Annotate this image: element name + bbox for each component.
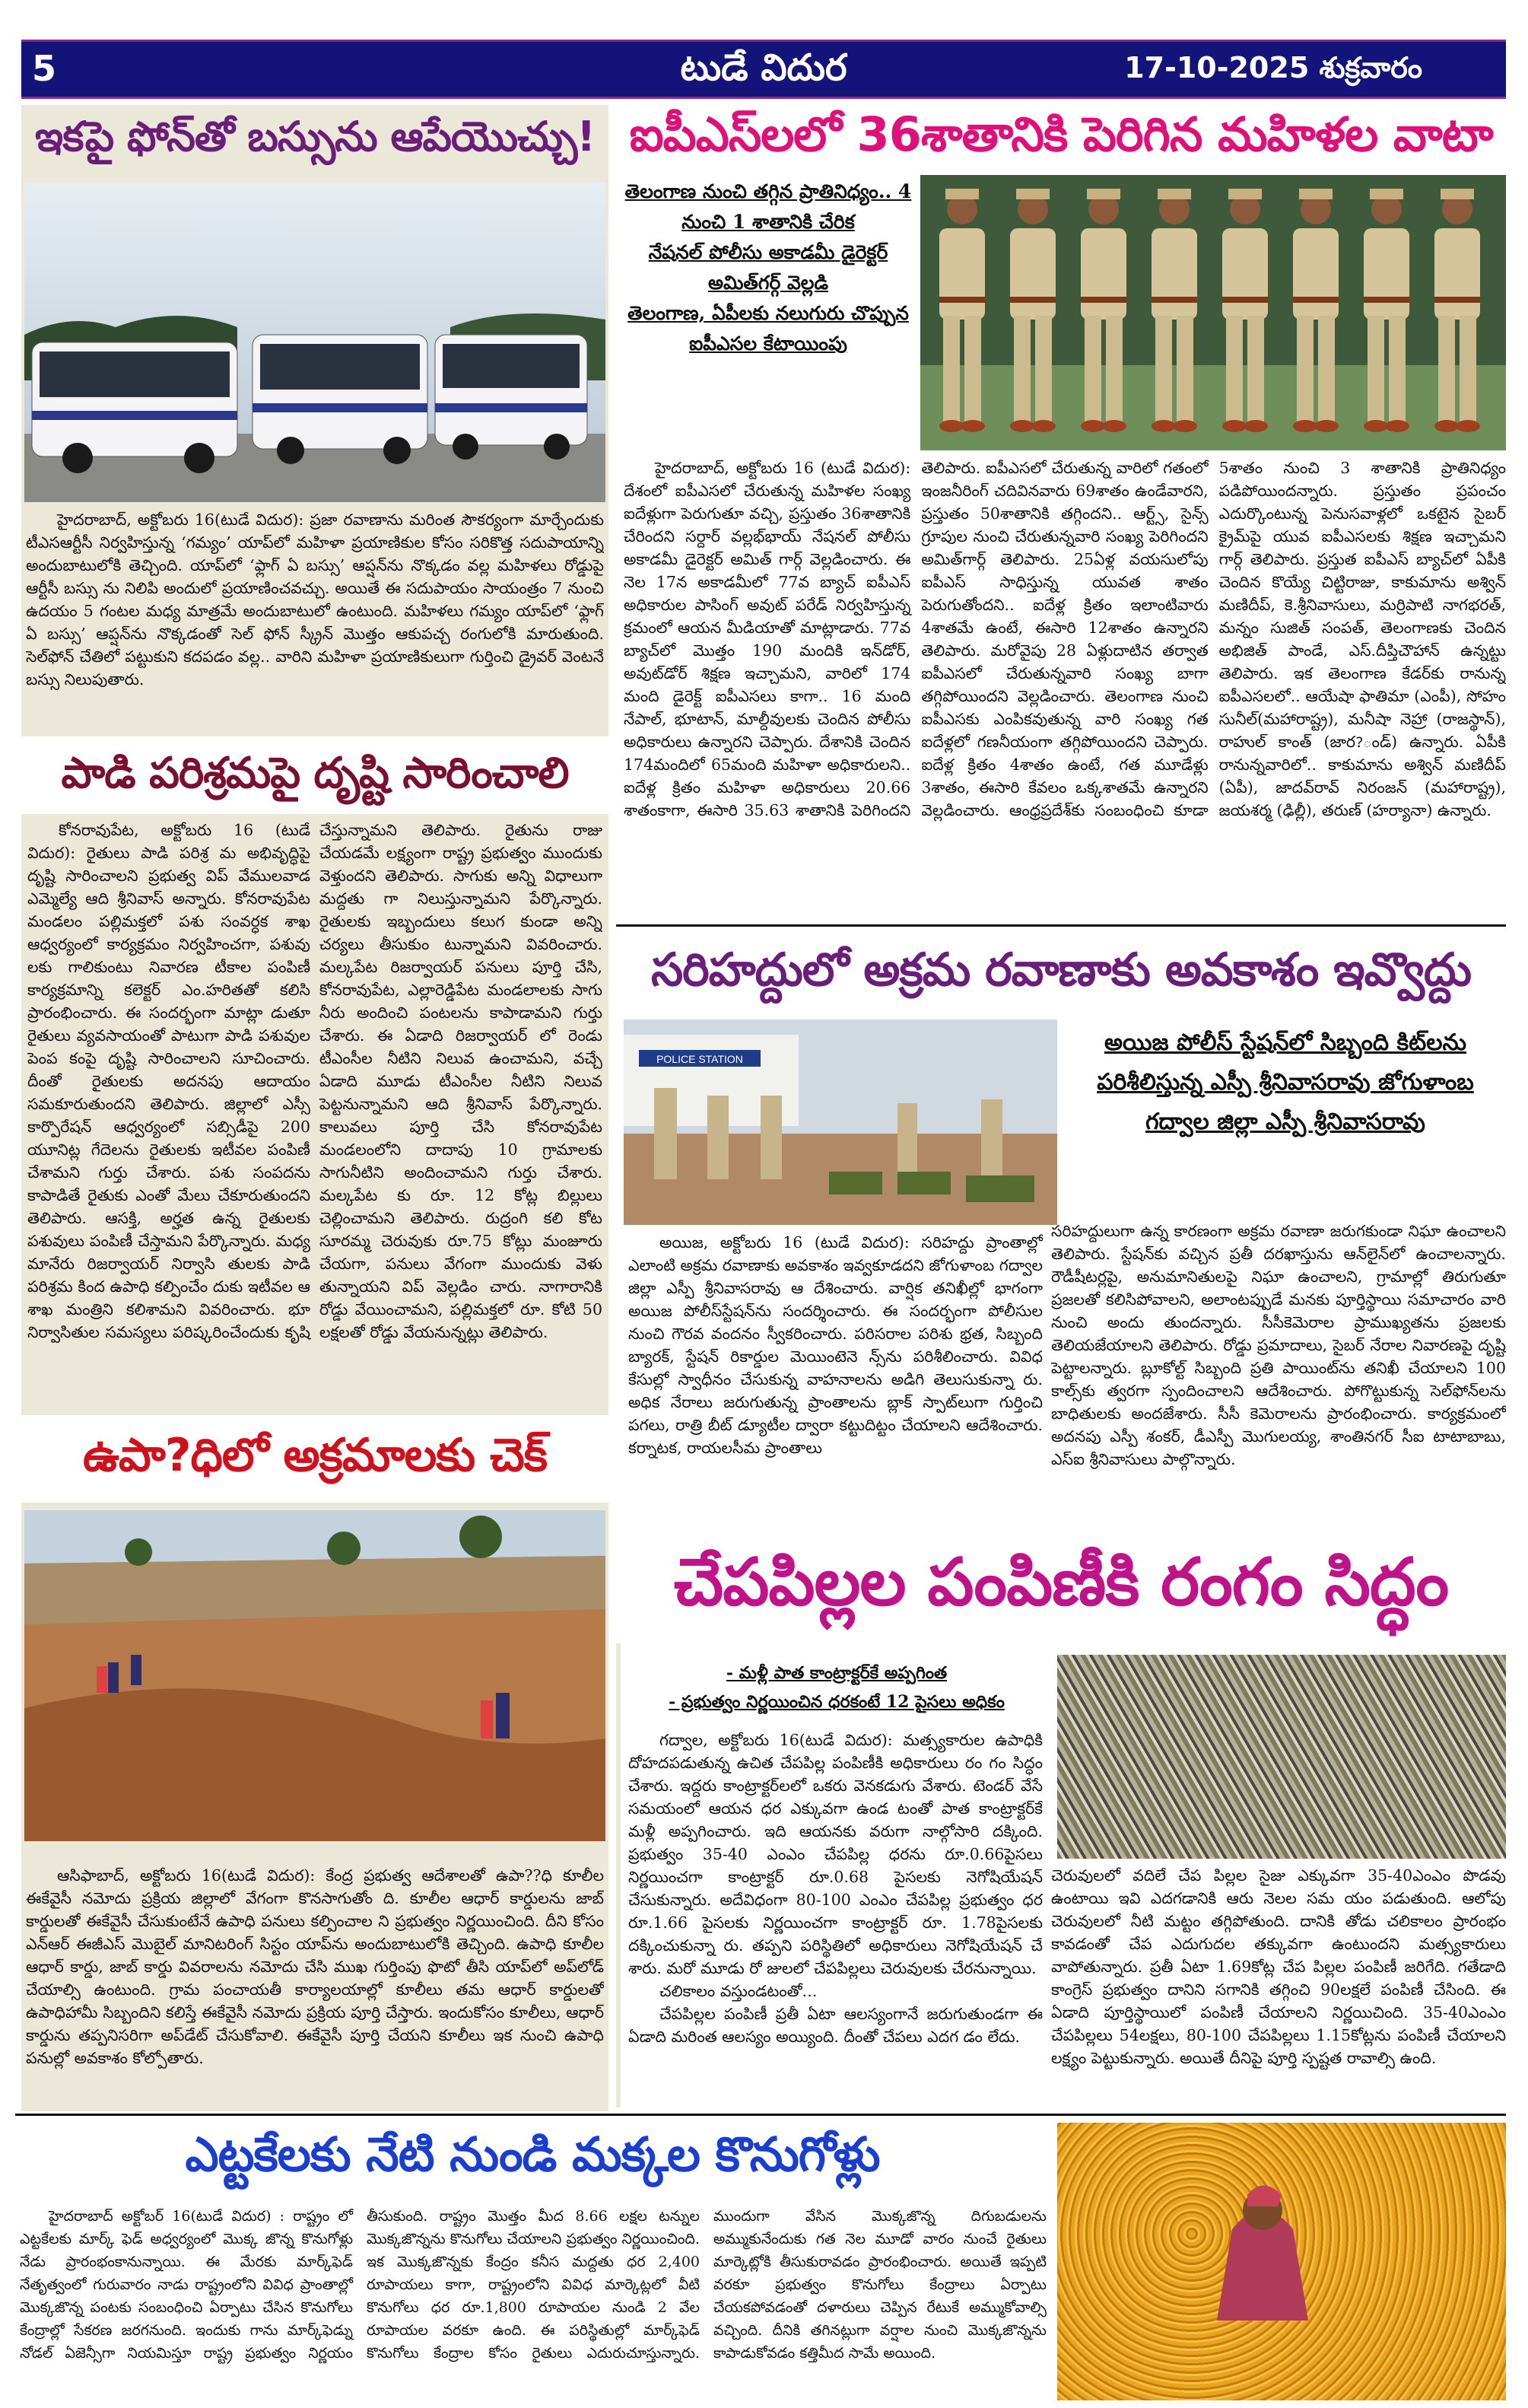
fish-seedlings-photo [1057, 1655, 1506, 1859]
ips-officers-photo [920, 175, 1506, 450]
border-headline: సరిహద్దులో అక్రమ రవాణాకు అవకాశం ఇవ్వొద్దు [650, 943, 1472, 997]
ips-subhead: తెలంగాణ, ఏపీలకు నలుగురు చొప్పున ఐపీఎస‌ల కేటాయింపు [627, 302, 909, 355]
maize-photo [1057, 2123, 1506, 2400]
fish-article-body-right: చెరువులలో వదిలే చేప పిల్లల సైజు ఎక్కువగా 35-40ఎంఎం పొడవు ఉంటాయి ఇవి ఎదగడానికి ఆరు నెలల సమ యం పడుతుంది. ఆలోపు చెరువులలో నీటి మట్టం తగ్గిపోతుంది. దానికి తోడు చలికాలం ప్రారంభం కావడంతో చేప ఎదుగుదల తక్కువగా ఉంటుందని మత్స్యకారులు వాపోతున్నారు. ప్రతీ ఏటా 1.69కోట్ల చేప పిల్లల పంపిణీ జరిగేది. గతేడాది కాంగ్రెస్ ప్రభుత్వం దానిని సగానికి తగ్గించి 90లక్షలే పంపిణీ చేసింది. ఈ ఏడాది పూర్తిస్థాయిలో పంపిణీ చేయాలని నిర్ణయిచింది. 35-40ఎంఎం చేపపిల్లలు 54లక్షలు, 80-100 చేపపిల్లలు 1.15కోట్లను పంపిణీ చేయాలని లక్ష్యం పెట్టుకున్నారు. అయితే దీనిపై పూర్తి స్పష్టత రావాల్సి ఉంది. [1051, 1866, 1506, 2067]
bus-photo [24, 183, 605, 502]
ips-subhead: నేషనల్ పోలీసు అకాడమీ డైరెక్టర్ అమిత్‌గర్గ్ వెల్లడి [648, 241, 888, 294]
police-station-photo [624, 1020, 1057, 1225]
border-photo-caption: అయిజ పోలీస్ స్టేషన్‌లో సిబ్బంది కిట్‌లను పరిశీలిస్తున్న ఎస్పీ శ్రీనివాసరావు జోగుళాంబ గద్వాల జిల్లా ఎస్పీ శ్రీనివాసరావు [1097, 1029, 1474, 1135]
issue-date: 17-10-2025 శుక్రవారం [1124, 51, 1422, 84]
page-number: 5 [32, 48, 57, 89]
police-station-sign: POLICE STATION [656, 1053, 743, 1065]
divider [616, 924, 1506, 927]
ips-subheads [624, 177, 913, 450]
bus-headline: ఇకపై ఫోన్‌తో బస్సును ఆపేయొచ్చు! [35, 113, 595, 161]
fish-article-body-left: గద్వాల, అక్టోబరు 16(టుడే విదుర): మత్స్యకారుల ఉపాధికి దోహదపడుతున్న ఉచిత చేపపిల్ల పంపిణీకి అధికారులు రం గం సిద్ధం చేశారు. ఇద్దరు కాంట్రాక్టర్‌లలో ఒకరు వెనకడుగు వేశారు. టెండర్ వేసే సమయంలో ఆయన ధర ఎక్కువగా ఉండ టంతో పాత కాంట్రాక్టర్‌కే మళ్లీ అప్పగించారు. ఇది ఆయనకు వరుగా నాల్గోసారి దక్కింది. ప్రభుత్వం 35-40 ఎంఎం చేపపిల్ల ధరను రూ.0.66పైసలు నిర్ణయించగా కాంట్రాక్టర్ రూ.0.68 పైసలకు నెగోషియేషన్ చేసుకున్నారు. అదేవిధంగా 80-100 ఎంఎం చేపపిల్ల ప్రభుత్వం ధర రూ.1.66 పైసలకు నిర్ణయించగా కాంట్రాక్టర్ రూ. 1.78పైసలకు దక్కించుకున్నా రు. తప్పని పరిస్థితిలో అధికారులు నెగోషియేషన్ చే శారు. మరో మూడు రో జులలో చేపపిల్లలు చెరువులకు చేరనున్నాయి. చలికాలం వస్తుండటంతో... చేపపిల్లల పంపిణీ ప్రతీ ఏటా ఆలస్యంగానే జరుగుతుండగా ఈ ఏడాది మరింత ఆలస్యం అయ్యింది. దీంతో చేపలు ఎదగ డం లేదు. [628, 1731, 1043, 2046]
ips-subhead: తెలంగాణ నుంచి తగ్గిన ప్రాతినిధ్యం.. 4 నుంచి 1 శాతానికి చేరిక [624, 180, 912, 233]
fish-subhead: - మళ్లీ పాత కాంట్రాక్టర్‌కే అప్పగింత [726, 1663, 948, 1683]
ips-headline: ఐపీఎస్‌లలో 36శాతానికి పెరిగిన మహిళల వాటా [629, 107, 1493, 162]
fish-headline: చేపపిల్లల పంపిణీకి రంగం సిద్ధం [673, 1544, 1449, 1621]
dairy-article-body: కోనరావుపేట, అక్టోబరు 16 (టుడే విదుర): రైతులు పాడి పరిశ్ర మ అభివృద్ధిపై దృష్టి సారించాలని ప్రభుత్వ విప్ వేములవాడ ఎమ్మెల్యే ఆది శ్రీనివాస్ అన్నారు. కోనరావుపేట మండలం పల్లిమక్తలో పశు సంవర్ధక శాఖ ఆధ్వర్యంలో కార్యక్రమం నిర్వహించగా, పశువు లకు గాలికుంటు నివారణ టీకాల పంపిణీ కార్యక్రమాన్ని కలెక్టర్ ఎం.హరితతో కలిసి ప్రారంభించారు. ఈ సందర్భంగా మాట్లా డుతూ రైతులు వ్యవసాయంతో పాటుగా పాడి పశువుల పెంప కంపై దృష్టి సారించాలని సూచించారు. దీంతో రైతులకు అదనపు ఆదాయం సమకూరుతుందని తెలిపారు. జిల్లాలో ఎస్సీ కార్పొరేషన్ ఆధ్వర్యంలో సబ్సిడీపై 200 యూనిట్ల గేదెలను రైతులకు ఇటీవల పంపిణీ చేశామని గుర్తు చేశారు. పశు సంపదను కాపాడితే రైతుకు ఎంతో మేలు చేకూరుతుందని తెలిపారు. ఆసక్తి, అర్హత ఉన్న రైతులకు పశువులు పంపిణీ చేస్తామని పేర్కొన్నారు. మధ్య మానేరు రిజర్వాయర్ నిర్వాసి తులకు పాడి పరిశ్రమ కింద ఉపాధి కల్పించేం దుకు ఇటీవల ఆ శాఖ మంత్రిని కలిశామని వివరించారు. భూ నిర్వాసితుల సమస్యలు పరిష్కరించేందుకు కృషి చేస్తున్నామని తెలిపారు. రైతును రాజు చేయడమే లక్ష్యంగా రాష్ట్ర ప్రభుత్వం ముందుకు వెళ్తుందని తెలిపారు. సాగుకు అన్ని విధాలుగా మద్దతు గా నిలుస్తున్నామని పేర్కొన్నారు. రైతులకు ఇబ్బందులు కలుగ కుండా అన్ని చర్యలు తీసుకుం టున్నామని వివరించారు. మల్కపేట రిజర్వాయర్ పనులు పూర్తి చేసి, కోనరావుపేట, ఎల్లారెడ్డిపేట మండలాలకు సాగు నీరు అందించి పంటలను కాపాడామని గుర్తు చేశారు. ఈ ఏడాది రిజర్వాయర్ లో రెండు టీఎంసీల నీటిని నిలువ ఉంచామని, వచ్చే ఏడాది మూడు టీఎంసీల నీటిని నిలువ పెట్టనున్నామని ఆది శ్రీనివాస్ పేర్కొన్నారు. కాలువలు పూర్తి చేసి కోనరావుపేట మండలంలోని దాదాపు 10 గ్రామాలకు సాగునీటిని అందించామని గుర్తు చేశారు. మల్కపేట కు రూ. 12 కోట్ల బిల్లులు చెల్లించామని తెలిపారు. రుద్రంగి కలి కోట సూరమ్మ చెరువుకు రూ.75 కోట్లు మంజూరు చేయగా, పనులు వేగంగా ముందుకు వెళు తున్నాయని విప్ వెల్లడిం చారు. నాగారానికి రోడ్డు వేయించామని, పల్లిమక్తలో రూ. కోటి 50 లక్షలతో రోడ్డు వేయనున్నట్లు తెలిపారు. [27, 821, 602, 1341]
ips-article-body: హైదరాబాద్, అక్టోబరు 16 (టుడే విదుర): దేశంలో ఐపీఎస‌లో చేరుతున్న మహిళల సంఖ్య ఐదేళ్లుగా పెరుగుతూ వచ్చి, ప్రస్తుతం 36శాతానికి చేరిందని సర్దార్ వల్లభ్‌భాయ్ నేషనల్ పోలీసు అకాడమీ డైరెక్టర్ అమిత్ గార్గ్ వెల్లడించారు. ఈ నెల 17న అకాడమీలో 77వ బ్యాచ్ ఐపీఎస్ అధికారుల పాసింగ్ అవుట్ పరేడ్ నిర్వహిస్తున్న క్రమంలో ఆయన మీడియాతో మాట్లాడారు. 77వ బ్యాచ్‌లో మొత్తం 190 మందికి ఇన్‌డోర్, అవుట్‌డోర్ శిక్షణ ఇచ్చామని, వారిలో 174 మంది డైరెక్ట్ ఐపీఎస‌లు కాగా.. 16 మంది నేపాల్, భూటాన్, మాల్దీవులకు చెందిన పోలీసు అధికారులు ఉన్నారని చెప్పారు. దేశానికి చెందిన 174మందిలో 65మంది మహిళా అధికారులని.. ఐదేళ్ల క్రితం మహిళా అధికారులు 20.66 శాతంకాగా, ఈసారి 35.63 శాతానికి పెరిగిందని తెలిపారు. ఐపీఎస‌లో చేరుతున్న వారిలో గతంలో ఇంజనీరింగ్ చదివినవారు 69శాతం ఉండేవారని, ప్రస్తుతం 50శాతానికి తగ్గిందని.. ఆర్ట్స్, సైన్స్ గ్రూపుల నుంచి చేరుతున్నవారి సంఖ్య పెరిగిందని అమిత్‌గార్గ్ తెలిపారు. 25ఏళ్ల వయసులోపు ఐపీఎస్ సాధిస్తున్న యువత శాతం పెరుగుతోందని.. ఐదేళ్ల క్రితం ఇలాంటివారు 4శాతమే ఉంటే, ఈసారి 12శాతం ఉన్నారని తెలిపారు. మరోవైపు 28 ఏళ్లుదాటిన తర్వాత ఐపీఎస‌లో చేరుతున్నవారి సంఖ్య బాగా తగ్గిపోయిందని వెల్లడించారు. తెలంగాణ నుంచి ఐపీఎస‌కు ఎంపికవుతున్న వారి సంఖ్య గత ఐదేళ్లలో గణనీయంగా తగ్గిపోయిందని చెప్పారు. ఐదేళ్ల క్రితం 4శాతం ఉంటే, గత మూడేళ్లు 3శాతం, ఈసారి కేవలం ఒక్కశాతమే ఉన్నారని వెల్లడించారు. ఆంధ్రప్రదేశ్‌కు సంబంధించి కూడా 5శాతం నుంచి 3 శాతానికి ప్రాతినిధ్యం పడిపోయిందన్నారు. ప్రస్తుతం ప్రపంచం ఎదుర్కొంటున్న పెనుసవాళ్లలో ఒకటైన సైబర్ క్రైమ్‌పై యువ ఐపీఎస‌లకు శిక్షణ ఇచ్చామని గార్గ్ తెలిపారు. ప్రస్తుత ఐపీఎస్ బ్యాచ్‌లో ఏపీకి చెందిన కొయ్యే చిట్టిరాజు, కాకుమాను అశ్విన్ మణిదీప్, కె.శ్రీనివాసులు, మర్రిపాటి నాగభరత్, మన్నం సుజిత్ సంపత్, తెలంగాణకు చెందిన అభిజిత్ పాండే, ఎస్.దీప్తిచౌహాన్ ఉన్నట్టు తెలిపారు. ఇక తెలంగాణ కేడర్‌కు రానున్న ఐపీఎస‌లలో.. ఆయేషా ఫాతిమా (ఎంపీ), సోహం సునీల్(మహారాష్ట్ర), మనీషా నెహ్రా (రాజస్థాన్), రాహుల్ కాంత్ (జార?ండ్) ఉన్నారు. ఏపీకి రానున్నవారిలో.. కాకుమాను అశ్విన్ మణిదీప్ (ఏపీ), జాదవ్‌రావ్ నిరంజన్ (మహారాష్ట్ర), జయశర్మ (ఢిల్లీ), తరుణ్ (హర్యానా) ఉన్నారు. [624, 459, 1506, 819]
masthead [21, 40, 1506, 99]
worksite-photo [24, 1510, 605, 1841]
upadhi-article-body: ఆసిఫాబాద్, అక్టోబరు 16(టుడే విదుర): కేంద్ర ప్రభుత్వ ఆదేశాలతో ఉపా??ధి కూలీల ఈకేవైసీ నమోదు ప్రక్రియ జిల్లాలో వేగంగా కొనసాగుతోం ది. కూలీల ఆధార్ కార్డులను జాబ్ కార్డులతో ఈకేవైసీ చేసుకుంటేనే ఉపాధి పనులు కల్పించాల ని ప్రభుత్వం నిర్ణయించింది. దీని కోసం ఎన్ఆర్ ఈజీఎస్ మొబైల్ మానిటరింగ్ సిస్టం యాప్‌ను అందుబాటులోకి తెచ్చింది. ఉపాధి కూలీల ఆధార్ కార్డు, జాబ్ కార్డు వివరాలను నమోదు చేసి ముఖ గుర్తింపు ఫొటో తీసి యాప్‌లో అప్‌లోడ్ చేయాల్సి ఉంటుంది. గ్రామ పంచాయతీ కార్యాలయాల్లో కూలీలు తమ ఆధార్ కార్డులతో ఉపాధిహామీ సిబ్బందిని కలిస్తే ఈకేవైసీ నమోదు ప్రక్రియ పూర్తి చేస్తారు. ఇందుకోసం కూలీలు, ఆధార్ కార్డును తప్పనిసరిగా అప్‌డేట్ చేసుకోవాలి. ఈకేవైసీ పూర్తి చేయని కూలీలు ఇక నుంచి ఉపాధి పనుల్లో అవకాశం కోల్పోతారు. [26, 1866, 604, 2067]
maize-headline: ఎట్టకేలకు నేటి నుండి మక్కల కొనుగోళ్లు [185, 2126, 880, 2182]
fish-column-rule [616, 1643, 621, 2107]
fish-subheads [624, 1659, 1050, 1716]
newspaper-name: టుడే విదుర [680, 46, 847, 89]
maize-article-body: హైదరాబాద్ అక్టోబర్ 16(టుడే విదుర) : రాష్ట్రం లో ఎట్టకేలకు మార్క్ ఫెడ్ అధ్వర్యంలో మొక్క జొన్న కొనుగోళ్లు నేడు ప్రారంభంకానున్నాయి. ఈ మేరకు మార్క్‌ఫెడ్ నేతృత్వంలో గురువారం నాడు రాష్ట్రంలోని వివిధ ప్రాంతాల్లో మొక్కజొన్న పంటకు సంబంధించి ఏర్పాటు చేసిన కొనుగోలు కేంద్రాల్లో సేకరణ జరగనుంది. ఇందుకు గాను మార్క్‌ఫెడ్ను నోడల్ ఏజెన్సీగా నియమిస్తూ రాష్ట్ర ప్రభుత్వం నిర్ణయం తీసుకుంది. రాష్ట్రం మొత్తం మీద 8.66 లక్షల టన్నుల మొక్కజొన్నను కొనుగోలు చేయాలని ప్రభుత్వం నిర్ణయించింది. ఇక మొక్కజొన్నకు కేంద్రం కనీస మద్దతు ధర 2,400 రూపాయలు కాగా, రాష్ట్రంలోని వివిధ మార్కెట్లలో వీటి కొనుగోలు ధర రూ.1,800 రూపాయల నుండి 2 వేల రూపాయల వరకూ ఉంది. ఈ పరిస్థితుల్లో మార్క్‌ఫెడ్ కొనుగోలు కేంద్రాల కోసం రైతులు ఎదురుచూస్తున్నారు. ముందుగా వేసిన మొక్కజొన్న దిగుబడులను అమ్ముకునేందుకు గత నెల మూడో వారం నుంచే రైతులు మార్కెట్లోకి తీసుకురావడం ప్రారంభించారు. అయితే ఇప్పటి వరకూ ప్రభుత్వం కొనుగోలు కేంద్రాలు ఏర్పాటు చేయకపోవడంతో దళారులు చెప్పిన రేటుకే అమ్ముకోవాల్సి వచ్చింది. దీనికి తగినట్లుగా వర్షాల నుంచి మొక్కజొన్నను కాపాడుకోవడం కత్తిమీద సామే అయింది. [20, 2208, 1047, 2362]
border-article-body-left: అయిజ, అక్టోబరు 16 (టుడే విదుర): సరిహద్దు ప్రాంతాల్లో ఎలాంటి అక్రమ రవాణాకు అవకాశం ఇవ్వకూడదని జోగుళాంబ గద్వాల జిల్లా ఎస్పీ శ్రీనివాసరావు ఆ దేశించారు. వార్షిక తనిఖీల్లో భాగంగా అయిజ పోలీస్‌స్టేషన్‌ను సందర్శించారు. ఈ సందర్భంగా పోలీసుల నుంచి గౌరవ వందనం స్వీకరించారు. పరిసరాల పరిశు భ్రత, సిబ్బంది బ్యారక్, స్టేషన్ రికార్డుల మెయింటెనె న్స్‌ను పరిశీలించారు. వివిధ కేసుల్లో స్వాధీనం చేసుకున్న వాహనాలను అడిగి తెలుసుకున్నా రు. అధిక నేరాలు జరుగుతున్న ప్రాంతాలను బ్లాక్ స్పాట్‌లుగా గుర్తించి పగలు, రాత్రి బీట్ డ్యూటీల ద్వారా కట్టుదిట్టం చేయాలని ఆదేశించారు. కర్నాటక, రాయలసీమ ప్రాంతాలు [628, 1233, 1043, 1457]
fish-subhead: - ప్రభుత్వం నిర్ణయించిన ధరకంటే 12 పైసలు అధికం [669, 1692, 1005, 1712]
border-article-body-right: సరిహద్దులుగా ఉన్న కారణంగా అక్రమ రవాణా జరుగకుండా నిఘా ఉంచాలని తెలిపారు. స్టేషన్‌కు వచ్చిన ప్రతీ దరఖాస్తును ఆన్‌లైన్‌లో ఉంచాలన్నారు. రౌడీషీటర్లపై, అనుమానితులపై నిఘా ఉంచాలని, గ్రామాల్లో తిరుగుతూ ప్రజలతో కలిసిపోవాలని, అలాంటప్పుడే మనకు పూర్తిస్థాయి సమాచారం వారి నుంచి అందు తుందన్నారు. సీసీకెమెరాల ప్రాముఖ్యతను ప్రజలకు తెలియజేయాలని తెలిపారు. రోడ్డు ప్రమాదాలు, సైబర్ నేరాల నివారణపై దృష్టి పెట్టాలన్నారు. బ్లూకోల్ట్ సిబ్బంది ప్రతి పాయింట్‌ను తనిఖీ చేయాలని 100 కాల్స్‌కు త్వరగా స్పందించాలని ఆదేశించారు. పోగొట్టుకున్న సెల్‌ఫోన్‌లను బాధితులకు అందజేశారు. సీసీ కెమెరాలను ప్రారంభించారు. కార్యక్రమంలో అదనపు ఎస్పీ శంకర్, డీఎస్పీ మొగులయ్య, శాంతినగర్ సీఐ టాటాబాబు, ఎస్ఐ శ్రీనివాసులు పాల్గొన్నారు. [1051, 1222, 1506, 1468]
upadhi-headline: ఉపా?ధిలో అక్రమాలకు చెక్ [82, 1429, 548, 1482]
bus-article-body: హైదరాబాద్, అక్టోబరు 16(టుడే విదుర): ప్రజా రవాణాను మరింత సౌకర్యంగా మార్చేందుకు టీఎస‌ఆర్టీసీ నిర్వహిస్తున్న ‘గమ్యం’ యాప్‌లో మహిళా ప్రయాణికుల కోసం సరికొత్త సదుపాయాన్ని అందుబాటులోకి తెచ్చింది. యాప్‌లో ‘ఫ్లాగ్ ఏ బస్సు’ ఆప్షన్‌ను నొక్కడం వల్ల మహిళలు రోడ్డుపై ఆర్టీసీ బస్సు ను నిలిపి అందులో ప్రయాణించవచ్చు. అయితే ఈ సదుపాయం సాయంత్రం 7 నుంచి ఉదయం 5 గంటల మధ్య మాత్రమే అందుబాటులో ఉంటుంది. మహిళలు గమ్యం యాప్‌లో ‘ఫ్లాగ్ ఏ బస్సు’ ఆప్షన్‌ను నొక్కడంతో సెల్ ఫోన్ స్క్రీన్ మొత్తం ఆకుపచ్చ రంగులోకి మారుతుంది. సెల్‌ఫోన్ చేతిలో పట్టుకుని కదపడం వల్ల.. వారిని మహిళా ప్రయాణికులుగా గుర్తించి డ్రైవర్ వెంటనే బస్సు నిలుపుతారు. [26, 511, 604, 689]
dairy-article [21, 814, 608, 1415]
dairy-headline: పాడి పరిశ్రమపై దృష్టి సారించాలి [21, 744, 608, 813]
fish-winter-subhead: చలికాలం వస్తుండటంతో... [659, 1982, 818, 2000]
divider [15, 2114, 1506, 2116]
